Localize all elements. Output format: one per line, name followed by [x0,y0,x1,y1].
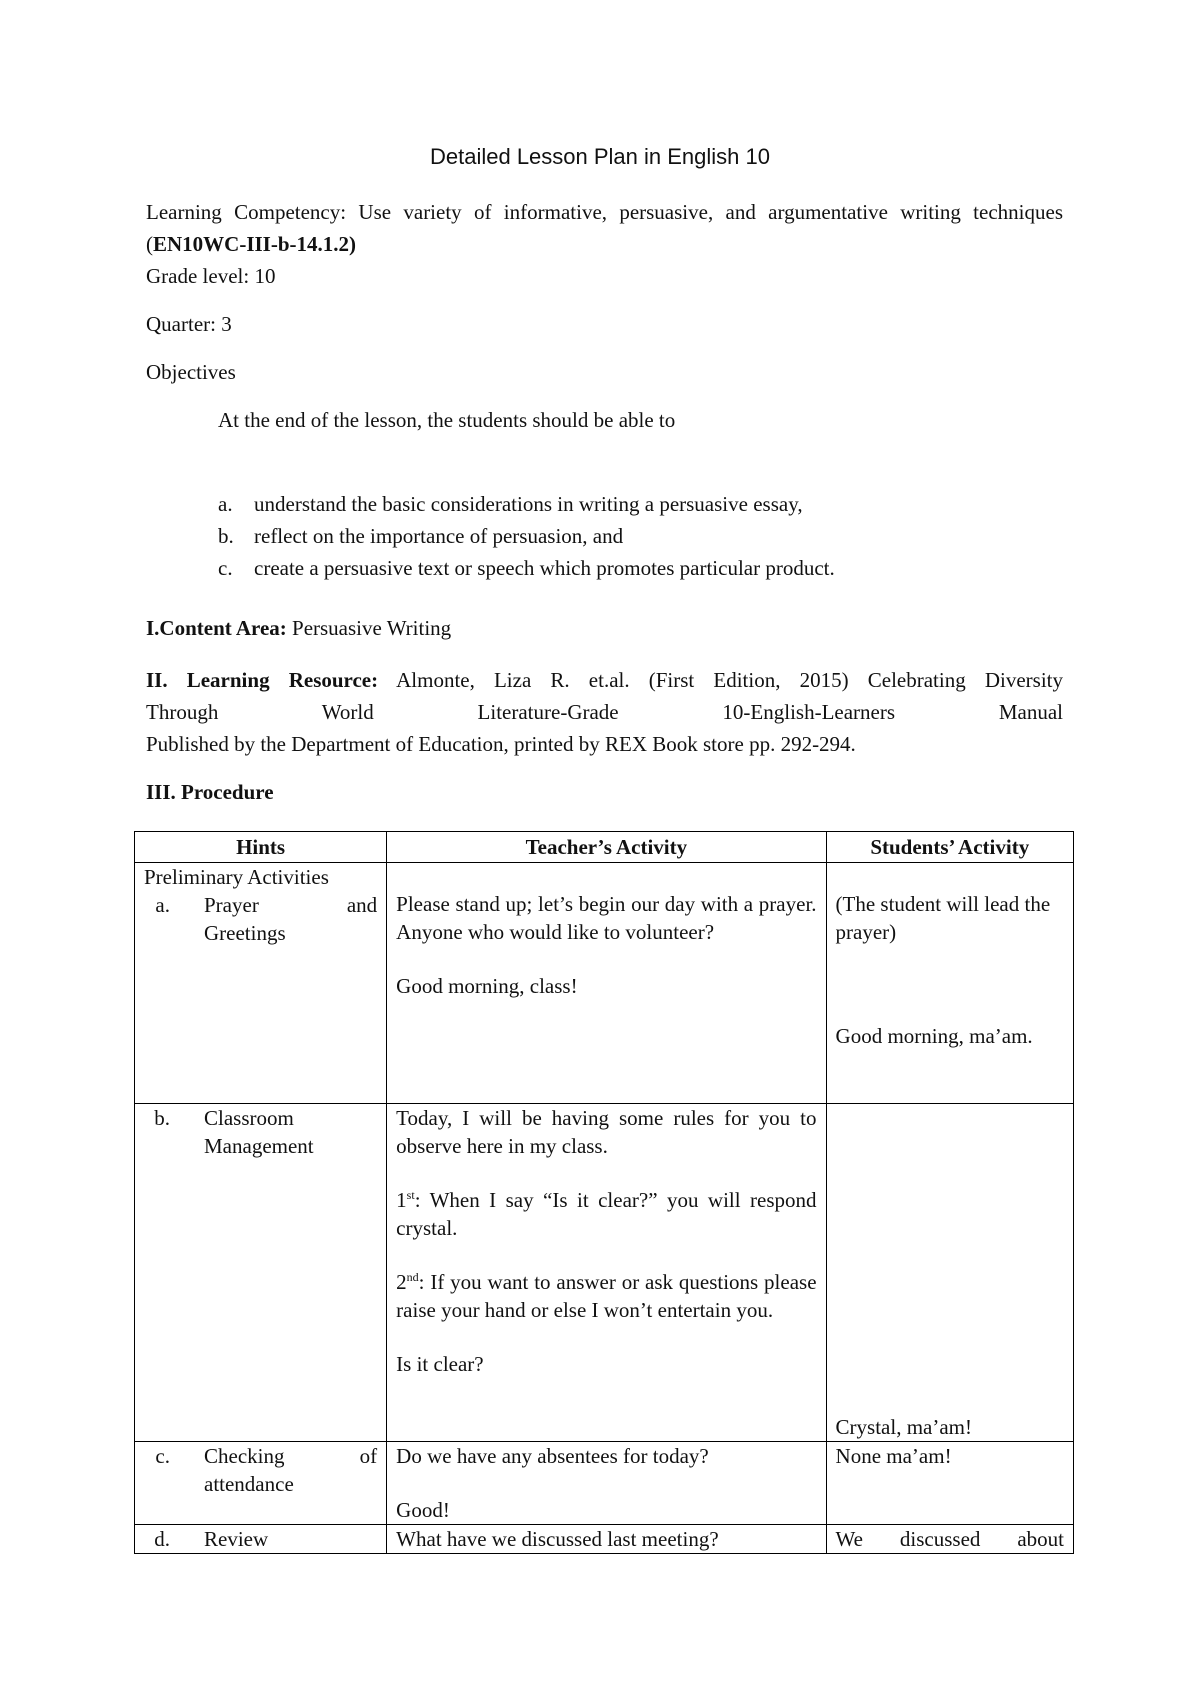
students-cell: Crystal, ma’am! [826,1104,1073,1442]
students-cell: We discussed about [826,1525,1073,1554]
header-teacher-activity: Teacher’s Activity [387,832,826,863]
objectives-intro: At the end of the lesson, the students should be able to [218,408,676,432]
procedure-table [134,831,1074,1554]
students-cell: (The student will lead the prayer) Good morning, ma’am. [826,863,1073,1104]
competency-text: Learning Competency: Use variety of informative, persuasive, and argumentative writing techniques ( [146,200,1063,256]
quarter: Quarter: 3 [146,312,232,336]
preliminary-activities: Preliminary Activities [144,865,329,889]
teacher-cell: What have we discussed last meeting? [387,1525,826,1554]
hint-cell: d. Review [135,1525,387,1554]
table-row [135,1104,1074,1442]
grade-level: Grade level: 10 [146,264,276,288]
learning-resource: II. Learning Resource: Almonte, Liza R. et.al. (First Edition, 2015) Celebrating Diversity Through World Literature-Grade 10-English-Learners Manual Published by the Department of Education, printed by REX Book store pp. 292-294. [146,668,1063,756]
teacher-cell: Do we have any absentees for today? Good! [387,1442,826,1525]
table-row [135,1525,1074,1554]
learning-competency [146,196,1063,260]
hint-cell: c. Checking of attendance [135,1442,387,1525]
students-cell: None ma’am! [826,1442,1073,1525]
teacher-cell: Today, I will be having some rules for you to observe here in my class. 1st: When I say “Is it clear?” you will respond crystal. 2nd: If you want to answer or ask questions please raise your hand or else I won’t entertain you. Is it clear? [387,1104,826,1442]
header-hints: Hints [135,832,387,863]
procedure-heading: III. Procedure [146,780,274,804]
content-area-value: Persuasive Writing [292,616,452,640]
objective-item: a. understand the basic considerations in writing a persuasive essay, [218,492,803,516]
competency-code: EN10WC-III-b-14.1.2) [153,232,357,256]
header-students-activity: Students’ Activity [826,832,1073,863]
table-header-row [135,832,1074,863]
objectives-list [218,488,835,584]
objective-item: c. create a persuasive text or speech which promotes particular product. [218,556,835,580]
objective-item: b. reflect on the importance of persuasion, and [218,524,624,548]
teacher-cell: Please stand up; let’s begin our day with a prayer. Anyone who would like to volunteer? Good morning, class! [387,863,826,1104]
document-title: Detailed Lesson Plan in English 10 [429,144,770,169]
hint-cell: b. Classroom Management [135,1104,387,1442]
content-area [146,612,1063,644]
hint-cell: Preliminary Activities a. Prayer and Greetings [135,863,387,1104]
learning-resource-label: II. Learning Resource: [146,668,379,692]
objectives-heading: Objectives [146,360,236,384]
table-row [135,1442,1074,1525]
content-area-label: I.Content Area: [146,616,287,640]
table-row [135,863,1074,1104]
